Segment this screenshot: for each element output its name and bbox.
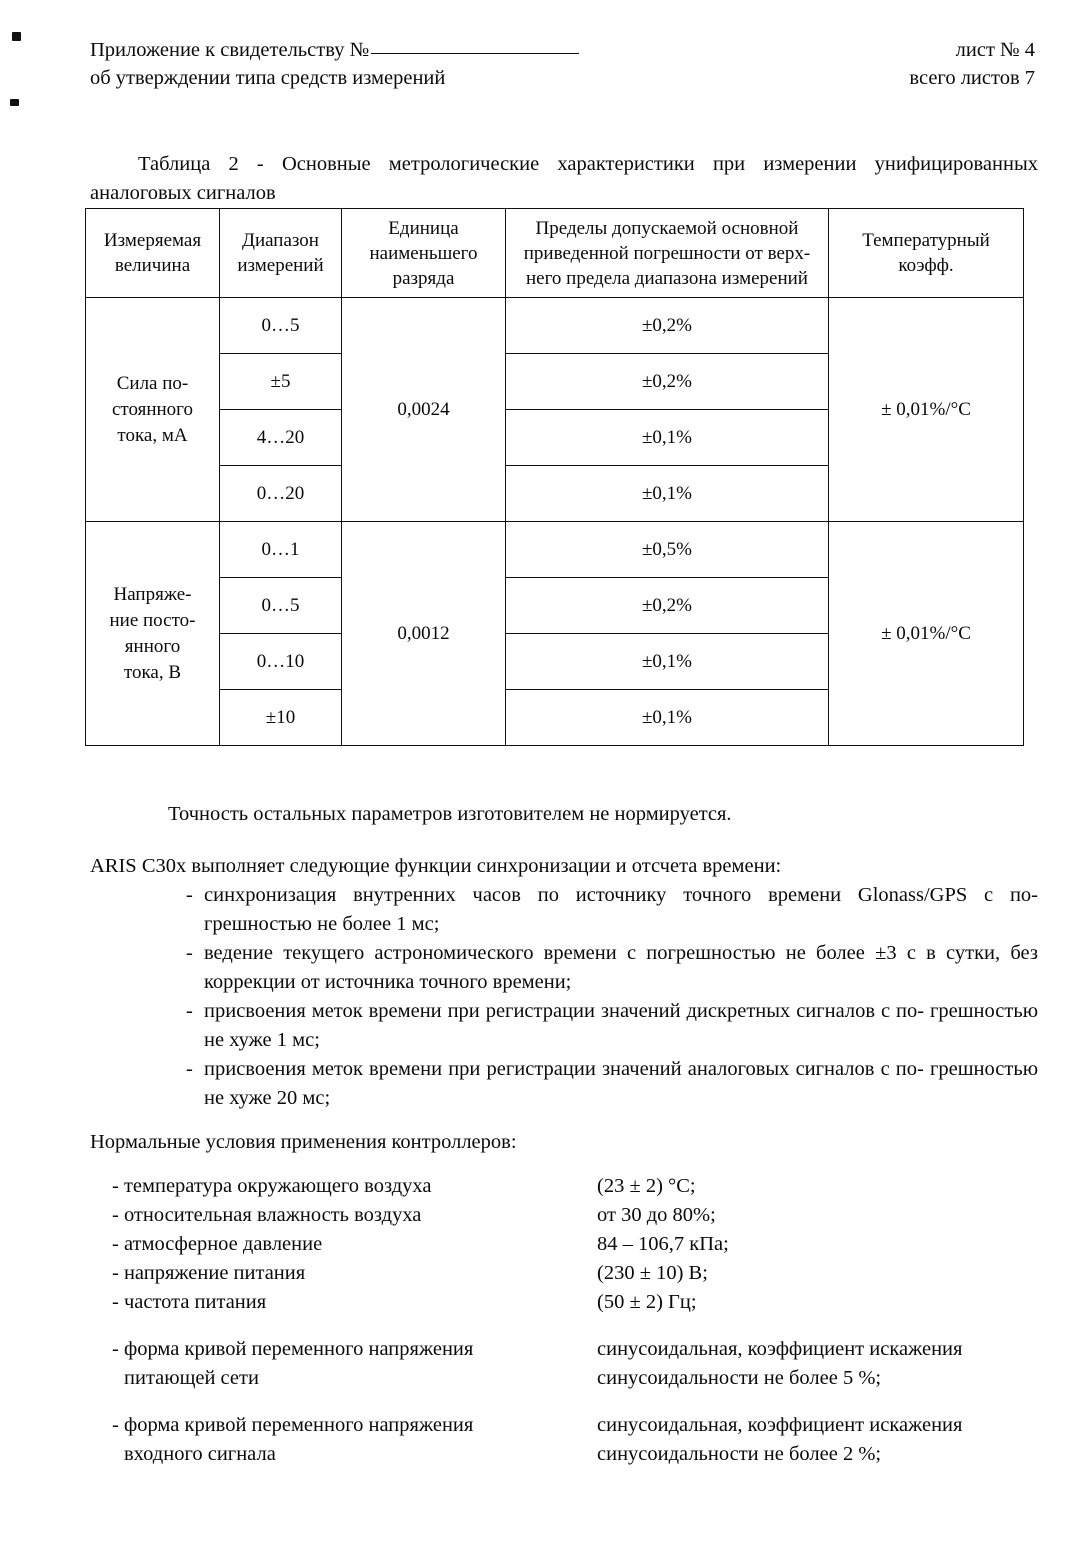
condition-label-line: питающей сети	[124, 1367, 259, 1389]
cell-error: ±0,2%	[506, 354, 829, 410]
condition-value: (230 ± 10) В;	[597, 1262, 708, 1284]
cell-error: ±0,2%	[506, 578, 829, 634]
col-head-line: Пределы допускаемой основной	[535, 217, 799, 239]
condition-label-line: входного сигнала	[124, 1443, 276, 1465]
list-item-main: ведение текущего астрономического времени с погрешностью не более ±3 с в сутки,	[204, 942, 1001, 964]
condition-row	[112, 1288, 1042, 1317]
list-item	[186, 997, 1038, 1055]
normal-conditions-list	[112, 1172, 1042, 1469]
condition-row	[112, 1172, 1042, 1201]
col-head-line: Единица	[388, 217, 459, 239]
cell-range: ±10	[220, 690, 342, 746]
condition-value-line: синусоидальная, коэффициент искажения	[597, 1414, 963, 1436]
condition-row	[112, 1411, 1042, 1469]
cell-error: ±0,1%	[506, 410, 829, 466]
condition-row	[112, 1259, 1042, 1288]
cell-range: 0…5	[220, 578, 342, 634]
quantity-line: тока, В	[123, 661, 182, 683]
cell-temp-coeff: ± 0,01%/°C	[829, 298, 1024, 522]
condition-value-line: синусоидальная, коэффициент искажения	[597, 1338, 963, 1360]
column-header-temp-coeff	[829, 209, 1024, 298]
col-head-line: измерений	[237, 255, 324, 276]
condition-value: (23 ± 2) °C;	[597, 1175, 696, 1197]
scan-artifact-dot-upper	[12, 32, 21, 41]
col-head-line: разряда	[392, 267, 455, 289]
total-pages-label: всего листов 7	[909, 67, 1035, 89]
col-head-line: него предела диапазона измерений	[526, 267, 808, 289]
cell-error: ±0,5%	[506, 522, 829, 578]
cell-range: 0…1	[220, 522, 342, 578]
certificate-number-blank	[371, 53, 579, 54]
condition-label: - напряжение питания	[112, 1262, 306, 1284]
header-certificate-label: Приложение к свидетельству №	[90, 39, 370, 61]
cell-quantity	[86, 298, 220, 522]
cell-error: ±0,1%	[506, 690, 829, 746]
condition-value-line: синусоидальности не более 5 %;	[597, 1367, 882, 1389]
cell-least-digit: 0,0012	[342, 522, 506, 746]
condition-label	[112, 1335, 597, 1393]
col-head-line: Измеряемая	[103, 230, 202, 251]
cell-least-digit: 0,0024	[342, 298, 506, 522]
table-caption: Таблица 2 - Основные метрологические характеристики при измерении унифицированных аналоговых сигналов	[90, 153, 1038, 204]
cell-range: 0…5	[220, 298, 342, 354]
quantity-line: тока, мА	[117, 424, 188, 446]
condition-label: - температура окружающего воздуха	[112, 1175, 432, 1197]
condition-value: от 30 до 80%;	[597, 1204, 716, 1226]
col-head-line: приведенной погрешности от верх-	[523, 242, 811, 264]
column-header-least-digit	[342, 209, 506, 298]
cell-error: ±0,1%	[506, 466, 829, 522]
col-head-line: величина	[114, 255, 191, 276]
cell-error: ±0,2%	[506, 298, 829, 354]
condition-label: - атмосферное давление	[112, 1233, 323, 1255]
metrological-characteristics-table	[85, 208, 1024, 746]
col-head-line: наименьшего	[369, 242, 478, 264]
list-item-cont: грешностью не более 1 мс;	[204, 913, 440, 935]
col-head-line: Температурный	[862, 230, 990, 251]
list-item	[186, 939, 1038, 997]
cell-range: 4…20	[220, 410, 342, 466]
header-left-block	[90, 36, 579, 92]
table-body	[86, 298, 1024, 746]
cell-error: ±0,1%	[506, 634, 829, 690]
header-right-block	[909, 36, 1035, 92]
list-item-main: синхронизация внутренних часов по источнику точного времени Glonass/GPS с по-	[204, 884, 1038, 906]
condition-value	[597, 1411, 1042, 1469]
table-header	[86, 209, 1024, 298]
condition-label-line: - форма кривой переменного напряжения	[112, 1414, 474, 1436]
sync-section-intro: ARIS C30x выполняет следующие функции синхронизации и отсчета времени:	[90, 855, 782, 877]
cell-range: ±5	[220, 354, 342, 410]
quantity-line: янного	[124, 635, 181, 657]
spacer	[112, 1317, 1042, 1335]
quantity-line: Сила по-	[116, 372, 189, 394]
sync-functions-list	[186, 881, 1038, 1113]
condition-row	[112, 1335, 1042, 1393]
condition-label: - относительная влажность воздуха	[112, 1204, 422, 1226]
condition-value: (50 ± 2) Гц;	[597, 1291, 697, 1313]
table-header-row	[86, 209, 1024, 298]
conditions-intro: Нормальные условия применения контроллеров:	[90, 1131, 517, 1153]
condition-value	[597, 1335, 1042, 1393]
list-item-main: присвоения меток времени при регистрации значений аналоговых сигналов с по-	[204, 1058, 924, 1080]
cell-range: 0…10	[220, 634, 342, 690]
list-item-cont: грешностью не хуже 1 мс;	[204, 1000, 1039, 1051]
condition-value: 84 – 106,7 кПа;	[597, 1233, 729, 1255]
col-head-line: Диапазон	[242, 230, 319, 251]
list-item-cont: грешностью не хуже 20 мс;	[204, 1058, 1039, 1109]
condition-label	[112, 1411, 597, 1469]
list-item-cont: без коррекции от источника точного времени;	[204, 942, 1038, 993]
header-approval-line: об утверждении типа средств измерений	[90, 67, 446, 89]
list-item	[186, 881, 1038, 939]
list-item	[186, 1055, 1038, 1113]
table-row	[86, 298, 1024, 354]
accuracy-note: Точность остальных параметров изготовителем не нормируется.	[168, 803, 732, 825]
spacer	[112, 1393, 1042, 1411]
column-header-quantity	[86, 209, 220, 298]
column-header-range	[220, 209, 342, 298]
cell-range: 0…20	[220, 466, 342, 522]
quantity-line: стоянного	[111, 398, 194, 420]
condition-label-line: - форма кривой переменного напряжения	[112, 1338, 474, 1360]
condition-value-line: синусоидальности не более 2 %;	[597, 1443, 882, 1465]
cell-quantity	[86, 522, 220, 746]
list-item-main: присвоения меток времени при регистрации значений дискретных сигналов с по-	[204, 1000, 925, 1022]
condition-row	[112, 1201, 1042, 1230]
column-header-error-limits	[506, 209, 829, 298]
quantity-line: Напряже-	[113, 583, 192, 605]
table-row	[86, 522, 1024, 578]
document-header	[90, 36, 1035, 92]
header-certificate-line	[90, 36, 579, 64]
condition-label: - частота питания	[112, 1291, 267, 1313]
col-head-line: коэфф.	[898, 255, 954, 276]
condition-row	[112, 1230, 1042, 1259]
scan-artifact-dot-lower	[10, 99, 19, 106]
page-number-label: лист № 4	[955, 39, 1035, 61]
cell-temp-coeff: ± 0,01%/°C	[829, 522, 1024, 746]
quantity-line: ние посто-	[109, 609, 196, 631]
